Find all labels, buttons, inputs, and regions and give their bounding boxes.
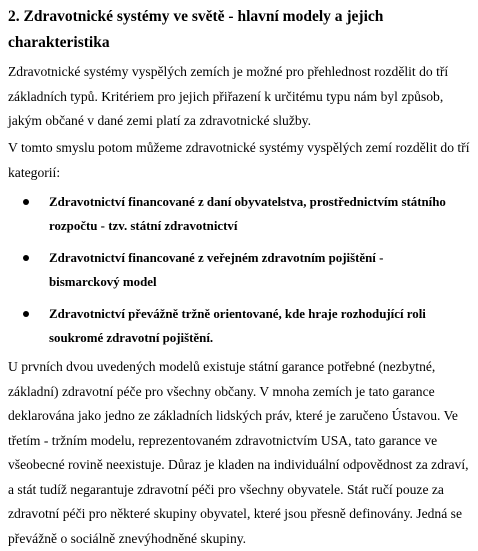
intro-paragraph: Zdravotnické systémy vyspělých zemích je možné pro přehlednost rozdělit do tří základních typů. Kritériem pro jejich přiřazení k určitému typu nám byl způsob, jakým občané v dané zemi platí za zdravotnické služby. xyxy=(8,64,449,128)
category-list xyxy=(0,190,478,358)
section-heading: 2. Zdravotnické systémy ve světě - hlavní modely a jejich charakteristika xyxy=(8,8,384,51)
bullet-dot-icon xyxy=(23,199,29,205)
list-item xyxy=(0,246,454,294)
categories-intro-paragraph: V tomto smyslu potom můžeme zdravotnické systémy vyspělých zemí rozdělit do tří kategorií: xyxy=(8,140,470,180)
list-item xyxy=(0,302,454,350)
list-item-text: Zdravotnictví financované z veřejném zdravotním pojištění - bismarckový model xyxy=(49,251,384,289)
list-item xyxy=(0,190,454,238)
list-item-text: Zdravotnictví převážně tržně orientované, kde hraje rozhodující roli soukromé zdravotní pojištění. xyxy=(49,307,426,345)
bullet-dot-icon xyxy=(23,311,29,317)
bullet-dot-icon xyxy=(23,255,29,261)
guarantee-paragraph: U prvních dvou uvedených modelů existuje státní garance potřebné (nezbytné, základní) zdravotní péče pro všechny občany. V mnoha zemích je tato garance deklarována jako jedno ze základních lidských práv, které je zaručeno Ústavou. Ve třetím - tržním modelu, reprezentovaném zdravotnictvím USA, tato garance ve všeobecné rovině neexistuje. Důraz je kladen na individuální odpovědnost za zdraví, a stát tudíž negarantuje zdravotní péči pro všechny obyvatele. Stát ručí pouze za zdravotní péči pro některé skupiny obyvatel, které jsou přesně definovány. Jedná se převážně o sociálně znevýhodněné skupiny. xyxy=(8,359,469,546)
list-item-text: Zdravotnictví financované z daní obyvatelstva, prostřednictvím státního rozpočtu - tzv. státní zdravotnictví xyxy=(49,195,446,233)
